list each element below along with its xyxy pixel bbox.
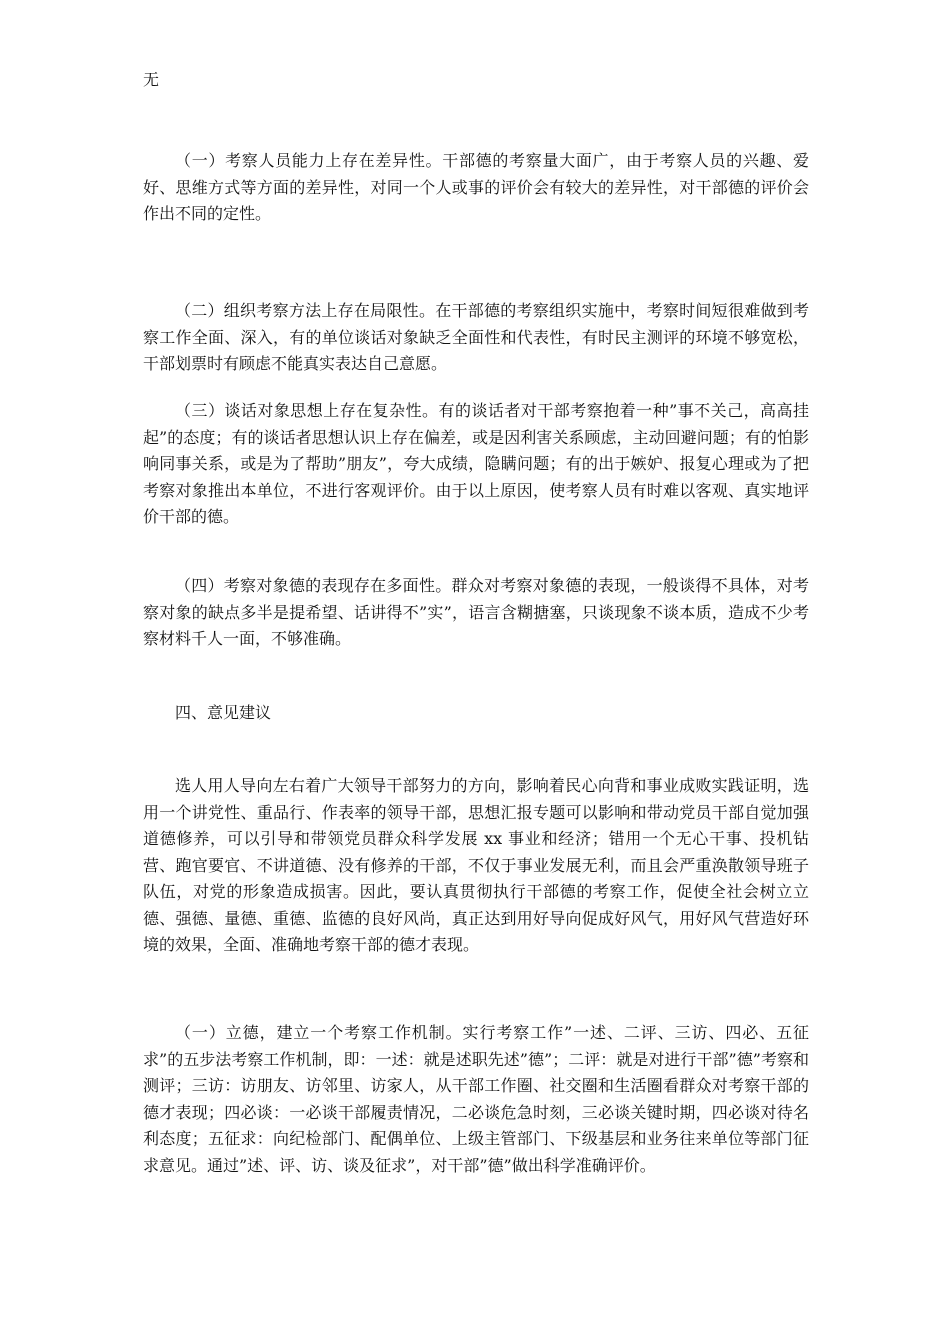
paragraph-6: （一）立德，建立一个考察工作机制。实行考察工作”一述、二评、三访、四必、五征求”的五步法考察工作机制，即：一述：就是述职先述”德”；二评：就是对进行干部”德”考察和测评；三访：访朋友、访邻里、访家人，从干部工作圈、社交圈和生活圈看群众对考察干部的德才表现；四必谈：一必谈干部履责情况，二必谈危急时刻，三必谈关键时期，四必谈对待名利态度；五征求：向纪检部门、配偶单位、上级主管部门、下级基层和业务往来单位等部门征求意见。通过”述、评、访、谈及征求”，对干部”德”做出科学准确评价。 [143,1023,809,1175]
section-heading: 四、意见建议 [175,703,272,722]
paragraph-4: （四）考察对象德的表现存在多面性。群众对考察对象德的表现，一般谈得不具体，对考察对象的缺点多半是提希望、话讲得不”实”，语言含糊搪塞，只谈现象不谈本质，造成不少考察材料千人一面，不够准确。 [143,576,809,648]
paragraph-3: （三）谈话对象思想上存在复杂性。有的谈话者对干部考察抱着一种”事不关己，高高挂起”的态度；有的谈话者思想认识上存在偏差，或是因利害关系顾虑，主动回避问题；有的怕影响同事关系，或是为了帮助”朋友”，夸大成绩，隐瞒问题；有的出于嫉妒、报复心理或为了把考察对象推出本单位，不进行客观评价。由于以上原因，使考察人员有时难以客观、真实地评价干部的德。 [143,401,809,526]
paragraph-2: （二）组织考察方法上存在局限性。在干部德的考察组织实施中，考察时间短很难做到考察工作全面、深入，有的单位谈话对象缺乏全面性和代表性，有时民主测评的环境不够宽松，干部划票时有顾虑不能真实表达自己意愿。 [143,301,809,373]
paragraph-5: 选人用人导向左右着广大领导干部努力的方向，影响着民心向背和事业成败实践证明，选用一个讲党性、重品行、作表率的领导干部，思想汇报专题可以影响和带动党员干部自觉加强道德修养，可以引导和带领党员群众科学发展 xx 事业和经济；错用一个无心干事、投机钻营、跑官要官、不讲道德、没有修养的干部，不仅于事业发展无利，而且会严重涣散领导班子队伍，对党的形象造成损害。因此，要认真贯彻执行干部德的考察工作，促使全社会树立立德、强德、量德、重德、监德的良好风尚，真正达到用好导向促成好风气，用好风气营造好环境的效果，全面、准确地考察干部的德才表现。 [143,776,809,954]
page-mark: 无 [143,70,160,89]
paragraph-1: （一）考察人员能力上存在差异性。干部德的考察量大面广，由于考察人员的兴趣、爱好、思维方式等方面的差异性，对同一个人或事的评价会有较大的差异性，对干部德的评价会作出不同的定性。 [143,151,809,223]
